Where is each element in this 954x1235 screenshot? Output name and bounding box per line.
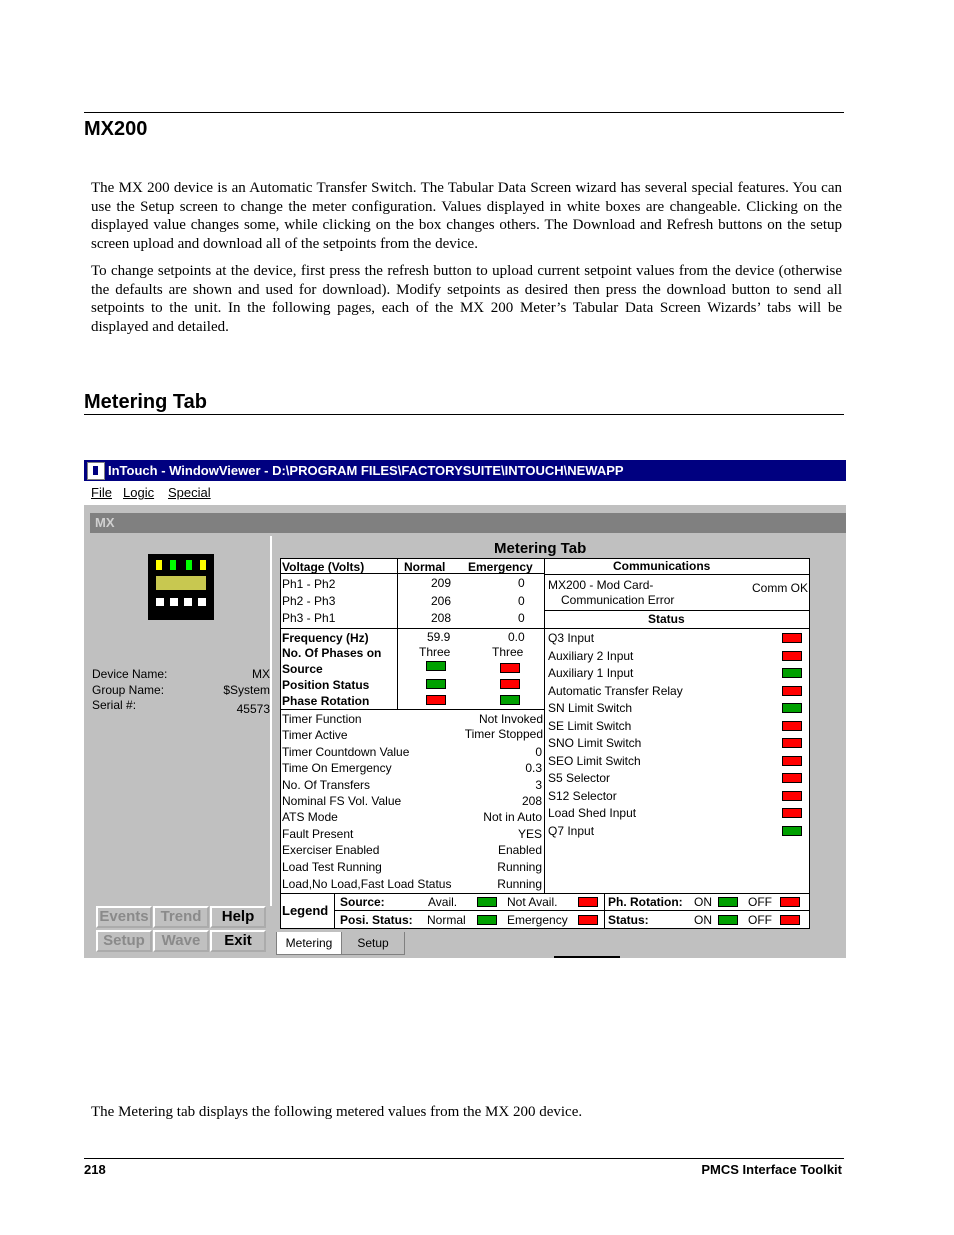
emergency-header: Emergency	[468, 560, 533, 574]
legend-status-label: Status:	[608, 913, 649, 927]
device-panel	[90, 536, 271, 902]
rotation-emergency-indicator	[500, 695, 520, 705]
load-status-value: Running	[497, 877, 542, 891]
top-rule	[84, 112, 844, 113]
phase-rotation-label: Phase Rotation	[282, 694, 370, 708]
rotation-normal-indicator	[426, 695, 446, 705]
comm-sublabel: Communication Error	[561, 593, 675, 607]
communications-header: Communications	[613, 559, 711, 573]
legend-avail-indicator	[477, 897, 497, 907]
ats-mode-label: ATS Mode	[282, 810, 338, 824]
serial-label: Serial #:	[92, 698, 137, 712]
intro-paragraph-1: The MX 200 device is an Automatic Transfer Switch. The Tabular Data Screen wizard has several special features. You can use the Setup screen to change the meter configuration. Values displayed in white boxes are changeable. Clicking on the displayed value changes some, while clicking on the box changes others. The Download and Refresh buttons on the setup screen upload and download all of the setpoints from the device.	[91, 180, 842, 252]
phases-label: No. Of Phases on	[282, 646, 382, 660]
ph3-ph1-label: Ph3 - Ph1	[282, 611, 336, 625]
status-row-indicator	[782, 808, 802, 818]
closing-paragraph: The Metering tab displays the following metered values from the MX 200 device.	[91, 1104, 583, 1120]
status-row-indicator	[782, 633, 802, 643]
fault-present-label: Fault Present	[282, 827, 354, 841]
menu-logic[interactable]: Logic	[123, 485, 155, 500]
legend-status-off-indicator	[780, 915, 800, 925]
position-status-label: Position Status	[282, 678, 370, 692]
legend-rotation-off-indicator	[780, 897, 800, 907]
status-row-indicator	[782, 791, 802, 801]
status-row-indicator	[782, 756, 802, 766]
events-button[interactable]: Events	[96, 906, 152, 928]
source-emergency-indicator	[500, 663, 520, 673]
legend-rotation-on: ON	[694, 895, 712, 909]
comm-value: Comm OK	[752, 581, 809, 595]
setup-button[interactable]: Setup	[96, 930, 152, 952]
status-row-label: SNO Limit Switch	[548, 736, 642, 750]
frequency-emergency: 0.0	[508, 630, 525, 644]
ph2-ph3-normal: 206	[431, 594, 452, 608]
metering-tab-title: Metering Tab	[494, 540, 587, 557]
subsection-title: Metering Tab	[84, 391, 207, 413]
timer-countdown-value: 0	[535, 745, 542, 759]
status-header: Status	[648, 612, 685, 626]
menu-bar	[84, 481, 846, 505]
frequency-label: Frequency (Hz)	[282, 631, 369, 645]
status-row-label: S12 Selector	[548, 788, 617, 803]
timer-function-label: Timer Function	[282, 712, 362, 726]
time-on-emergency-value: 0.3	[525, 761, 542, 775]
screen-name-bar: MX	[90, 513, 846, 533]
ph1-ph2-label: Ph1 - Ph2	[282, 577, 336, 591]
legend-source-avail: Avail.	[428, 895, 458, 909]
legend-rotation-off: OFF	[748, 895, 772, 909]
nominal-fs-label: Nominal FS Vol. Value	[282, 794, 402, 808]
legend-source-not-avail: Not Avail.	[507, 895, 558, 909]
window-title: InTouch - WindowViewer - D:\PROGRAM FILES\FACTORYSUITE\INTOUCH\NEWAPP	[108, 463, 624, 478]
status-row-indicator	[782, 721, 802, 731]
status-row-label: Auxiliary 1 Input	[548, 666, 634, 680]
status-row-indicator	[782, 668, 802, 678]
serial-row	[92, 698, 270, 716]
status-row-label: Auxiliary 2 Input	[548, 648, 634, 663]
position-normal-indicator	[426, 679, 446, 689]
source-label: Source	[282, 662, 323, 676]
legend-status-on-indicator	[718, 915, 738, 925]
group-name-value: $System	[223, 683, 270, 697]
menu-file[interactable]: File	[91, 485, 112, 500]
status-row-indicator	[782, 651, 802, 661]
metering-grid	[280, 558, 810, 929]
trend-button[interactable]: Trend	[153, 906, 209, 928]
status-row-indicator	[782, 773, 802, 783]
status-row-label: SEO Limit Switch	[548, 753, 641, 768]
timer-active-value: Timer Stopped	[464, 727, 543, 741]
status-row-indicator	[782, 738, 802, 748]
legend-title: Legend	[282, 903, 329, 918]
device-name-value: MX	[252, 667, 270, 681]
transfers-label: No. Of Transfers	[282, 778, 371, 792]
exit-button[interactable]: Exit	[210, 930, 266, 952]
exerciser-label: Exerciser Enabled	[282, 843, 380, 857]
device-name-row	[92, 667, 270, 681]
phases-normal: Three	[419, 645, 451, 659]
comm-label: MX200 - Mod Card-	[548, 578, 654, 592]
frequency-normal: 59.9	[427, 630, 451, 644]
ph2-ph3-emergency: 0	[518, 594, 525, 608]
status-row-label: Q3 Input	[548, 631, 595, 645]
legend-posi-normal: Normal	[427, 913, 466, 927]
mx200-device-image	[148, 554, 214, 620]
voltage-header: Voltage (Volts)	[282, 560, 365, 574]
status-row-label: Load Shed Input	[548, 806, 637, 820]
timer-countdown-label: Timer Countdown Value	[282, 745, 410, 759]
legend-posi-emergency: Emergency	[507, 913, 568, 927]
ph2-ph3-label: Ph2 - Ph3	[282, 594, 336, 608]
transfers-value: 3	[535, 778, 542, 792]
timer-function-value: Not Invoked	[478, 712, 543, 726]
time-on-emergency-label: Time On Emergency	[282, 761, 392, 775]
status-row-indicator	[782, 703, 802, 713]
position-emergency-indicator	[500, 679, 520, 689]
section-title: MX200	[84, 118, 148, 140]
legend-rotation-label: Ph. Rotation:	[608, 895, 683, 909]
ph1-ph2-emergency: 0	[518, 576, 525, 590]
page-number: 218	[84, 1162, 106, 1177]
nominal-fs-value: 208	[521, 794, 542, 808]
group-name-row	[92, 683, 270, 697]
timer-active-label: Timer Active	[282, 728, 348, 742]
status-row-label: SE Limit Switch	[548, 718, 632, 733]
fault-present-value: YES	[517, 827, 542, 841]
legend-normal-indicator	[477, 915, 497, 925]
legend-status-off: OFF	[748, 913, 772, 927]
source-normal-indicator	[426, 661, 446, 671]
legend-not-avail-indicator	[578, 897, 598, 907]
status-row-label: Automatic Transfer Relay	[548, 683, 683, 698]
ph1-ph2-normal: 209	[431, 576, 452, 590]
legend-status-on: ON	[694, 913, 712, 927]
wave-button[interactable]: Wave	[153, 930, 209, 952]
status-row-label: S5 Selector	[548, 771, 611, 785]
intro-paragraph-2: To change setpoints at the device, first press the refresh button to upload current setpoint values from the device (otherwise the defaults are shown and used for download). Modify setpoints as desired then press the download button to send all setpoints to the unit. In the following pages, each of the MX 200 Meter’s Tabular Data Screen Wizards’ tabs will be displayed and detailed.	[91, 263, 842, 335]
window-title-bar[interactable]	[84, 460, 846, 481]
tab-setup[interactable]: Setup	[342, 932, 405, 955]
device-name-label: Device Name:	[92, 667, 168, 681]
legend-source-label: Source:	[340, 895, 385, 909]
book-title: PMCS Interface Toolkit	[701, 1162, 842, 1177]
ph3-ph1-emergency: 0	[518, 611, 525, 625]
help-button[interactable]: Help	[210, 906, 266, 928]
serial-value: 45573	[236, 702, 270, 716]
ph3-ph1-normal: 208	[431, 611, 452, 625]
status-row-indicator	[782, 826, 802, 836]
status-row-indicator	[782, 686, 802, 696]
legend-rotation-on-indicator	[718, 897, 738, 907]
phases-emergency: Three	[492, 645, 524, 659]
exerciser-value: Enabled	[497, 843, 542, 857]
legend-emergency-indicator	[578, 915, 598, 925]
status-row-label: Q7 Input	[548, 823, 595, 838]
app-icon	[87, 462, 105, 480]
status-row-label: SN Limit Switch	[548, 701, 633, 715]
tab-metering[interactable]: Metering	[276, 932, 342, 955]
legend-posi-label: Posi. Status:	[340, 913, 413, 927]
normal-header: Normal	[404, 560, 446, 574]
footer-rule	[84, 1158, 844, 1159]
subsection-rule	[84, 414, 844, 415]
load-status-label: Load,No Load,Fast Load Status	[282, 877, 452, 891]
ats-mode-value: Not in Auto	[483, 810, 542, 824]
intouch-window-screenshot	[84, 460, 846, 958]
menu-special[interactable]: Special	[168, 485, 211, 500]
group-name-label: Group Name:	[92, 683, 165, 697]
load-test-value: Running	[497, 860, 542, 874]
load-test-label: Load Test Running	[282, 860, 382, 874]
